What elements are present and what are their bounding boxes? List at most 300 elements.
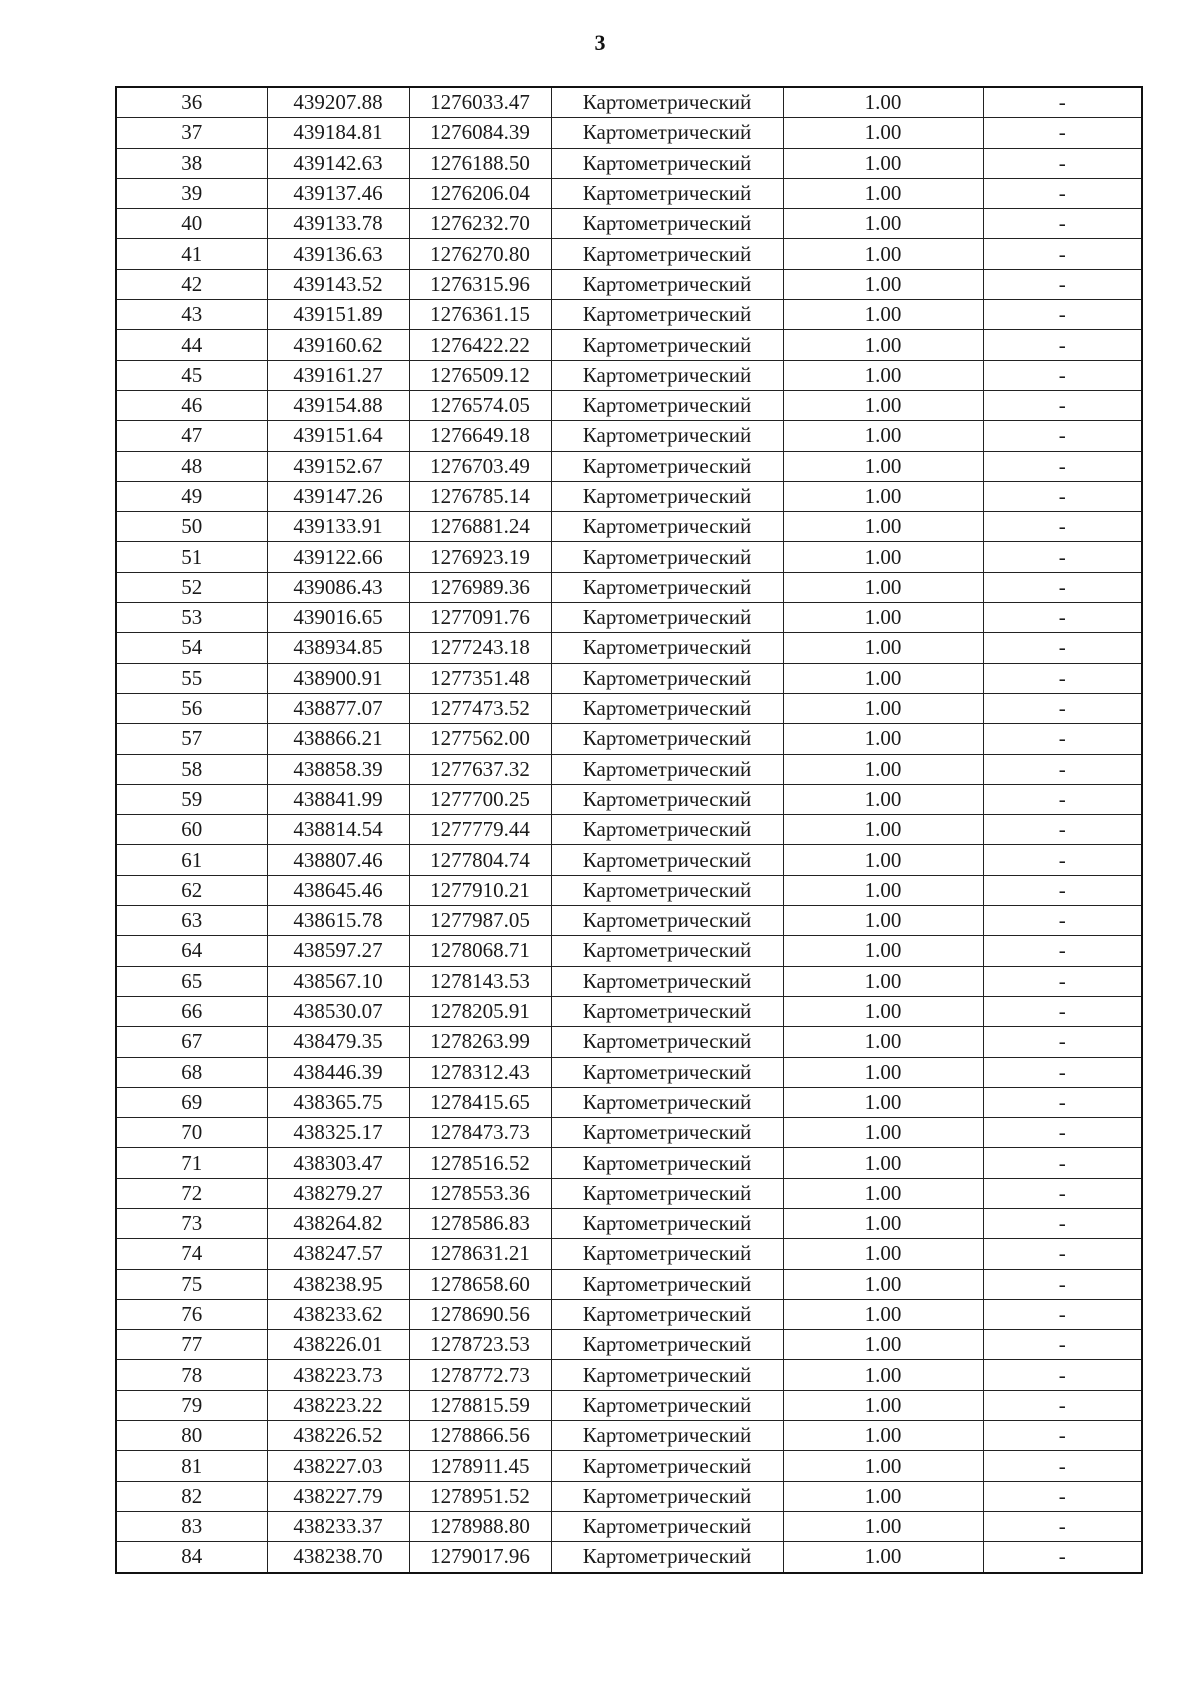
note-cell: - bbox=[983, 966, 1142, 996]
note-cell: - bbox=[983, 178, 1142, 208]
method-cell: Картометрический bbox=[551, 1451, 783, 1481]
method-cell: Картометрический bbox=[551, 1481, 783, 1511]
accuracy-cell: 1.00 bbox=[783, 1057, 983, 1087]
method-cell: Картометрический bbox=[551, 209, 783, 239]
table-row bbox=[116, 451, 1142, 481]
note-cell: - bbox=[983, 390, 1142, 420]
point-number-cell: 72 bbox=[116, 1178, 267, 1208]
table-row bbox=[116, 209, 1142, 239]
method-cell: Картометрический bbox=[551, 1330, 783, 1360]
x-coordinate-cell: 439133.78 bbox=[267, 209, 409, 239]
accuracy-cell: 1.00 bbox=[783, 512, 983, 542]
method-cell: Картометрический bbox=[551, 1057, 783, 1087]
method-cell: Картометрический bbox=[551, 966, 783, 996]
table-row bbox=[116, 966, 1142, 996]
accuracy-cell: 1.00 bbox=[783, 1360, 983, 1390]
table-row bbox=[116, 693, 1142, 723]
table-row bbox=[116, 1178, 1142, 1208]
x-coordinate-cell: 439122.66 bbox=[267, 542, 409, 572]
x-coordinate-cell: 439133.91 bbox=[267, 512, 409, 542]
note-cell: - bbox=[983, 572, 1142, 602]
method-cell: Картометрический bbox=[551, 1390, 783, 1420]
x-coordinate-cell: 439151.89 bbox=[267, 300, 409, 330]
table-row bbox=[116, 1330, 1142, 1360]
table-row bbox=[116, 1239, 1142, 1269]
accuracy-cell: 1.00 bbox=[783, 300, 983, 330]
x-coordinate-cell: 438807.46 bbox=[267, 845, 409, 875]
method-cell: Картометрический bbox=[551, 451, 783, 481]
x-coordinate-cell: 438645.46 bbox=[267, 875, 409, 905]
table-row bbox=[116, 1451, 1142, 1481]
table-row bbox=[116, 815, 1142, 845]
method-cell: Картометрический bbox=[551, 1542, 783, 1573]
note-cell: - bbox=[983, 724, 1142, 754]
table-row bbox=[116, 360, 1142, 390]
note-cell: - bbox=[983, 148, 1142, 178]
method-cell: Картометрический bbox=[551, 269, 783, 299]
note-cell: - bbox=[983, 421, 1142, 451]
y-coordinate-cell: 1278866.56 bbox=[409, 1421, 551, 1451]
method-cell: Картометрический bbox=[551, 1360, 783, 1390]
note-cell: - bbox=[983, 512, 1142, 542]
table-row bbox=[116, 542, 1142, 572]
method-cell: Картометрический bbox=[551, 633, 783, 663]
y-coordinate-cell: 1278911.45 bbox=[409, 1451, 551, 1481]
note-cell: - bbox=[983, 1239, 1142, 1269]
x-coordinate-cell: 438530.07 bbox=[267, 996, 409, 1026]
accuracy-cell: 1.00 bbox=[783, 118, 983, 148]
accuracy-cell: 1.00 bbox=[783, 451, 983, 481]
point-number-cell: 74 bbox=[116, 1239, 267, 1269]
y-coordinate-cell: 1276361.15 bbox=[409, 300, 551, 330]
accuracy-cell: 1.00 bbox=[783, 87, 983, 118]
method-cell: Картометрический bbox=[551, 663, 783, 693]
point-number-cell: 38 bbox=[116, 148, 267, 178]
accuracy-cell: 1.00 bbox=[783, 936, 983, 966]
table-row bbox=[116, 996, 1142, 1026]
accuracy-cell: 1.00 bbox=[783, 1148, 983, 1178]
accuracy-cell: 1.00 bbox=[783, 1087, 983, 1117]
note-cell: - bbox=[983, 1390, 1142, 1420]
y-coordinate-cell: 1276649.18 bbox=[409, 421, 551, 451]
point-number-cell: 82 bbox=[116, 1481, 267, 1511]
x-coordinate-cell: 438238.70 bbox=[267, 1542, 409, 1573]
x-coordinate-cell: 439161.27 bbox=[267, 360, 409, 390]
point-number-cell: 55 bbox=[116, 663, 267, 693]
x-coordinate-cell: 438238.95 bbox=[267, 1269, 409, 1299]
accuracy-cell: 1.00 bbox=[783, 390, 983, 420]
note-cell: - bbox=[983, 1421, 1142, 1451]
accuracy-cell: 1.00 bbox=[783, 1481, 983, 1511]
point-number-cell: 59 bbox=[116, 784, 267, 814]
note-cell: - bbox=[983, 481, 1142, 511]
accuracy-cell: 1.00 bbox=[783, 1027, 983, 1057]
accuracy-cell: 1.00 bbox=[783, 1542, 983, 1573]
y-coordinate-cell: 1276923.19 bbox=[409, 542, 551, 572]
note-cell: - bbox=[983, 1148, 1142, 1178]
y-coordinate-cell: 1277473.52 bbox=[409, 693, 551, 723]
note-cell: - bbox=[983, 87, 1142, 118]
table-row bbox=[116, 1421, 1142, 1451]
y-coordinate-cell: 1276084.39 bbox=[409, 118, 551, 148]
method-cell: Картометрический bbox=[551, 87, 783, 118]
table-row bbox=[116, 1118, 1142, 1148]
point-number-cell: 47 bbox=[116, 421, 267, 451]
method-cell: Картометрический bbox=[551, 1027, 783, 1057]
x-coordinate-cell: 438365.75 bbox=[267, 1087, 409, 1117]
point-number-cell: 40 bbox=[116, 209, 267, 239]
y-coordinate-cell: 1277910.21 bbox=[409, 875, 551, 905]
note-cell: - bbox=[983, 1027, 1142, 1057]
note-cell: - bbox=[983, 1360, 1142, 1390]
table-row bbox=[116, 390, 1142, 420]
method-cell: Картометрический bbox=[551, 815, 783, 845]
note-cell: - bbox=[983, 633, 1142, 663]
x-coordinate-cell: 438325.17 bbox=[267, 1118, 409, 1148]
note-cell: - bbox=[983, 1542, 1142, 1573]
y-coordinate-cell: 1276703.49 bbox=[409, 451, 551, 481]
point-number-cell: 45 bbox=[116, 360, 267, 390]
x-coordinate-cell: 439152.67 bbox=[267, 451, 409, 481]
note-cell: - bbox=[983, 784, 1142, 814]
point-number-cell: 58 bbox=[116, 754, 267, 784]
accuracy-cell: 1.00 bbox=[783, 542, 983, 572]
y-coordinate-cell: 1278951.52 bbox=[409, 1481, 551, 1511]
y-coordinate-cell: 1277243.18 bbox=[409, 633, 551, 663]
table-row bbox=[116, 300, 1142, 330]
note-cell: - bbox=[983, 451, 1142, 481]
x-coordinate-cell: 438900.91 bbox=[267, 663, 409, 693]
y-coordinate-cell: 1278205.91 bbox=[409, 996, 551, 1026]
y-coordinate-cell: 1278143.53 bbox=[409, 966, 551, 996]
accuracy-cell: 1.00 bbox=[783, 996, 983, 1026]
table-row bbox=[116, 845, 1142, 875]
accuracy-cell: 1.00 bbox=[783, 724, 983, 754]
table-row bbox=[116, 906, 1142, 936]
x-coordinate-cell: 438866.21 bbox=[267, 724, 409, 754]
accuracy-cell: 1.00 bbox=[783, 330, 983, 360]
table-row bbox=[116, 936, 1142, 966]
coordinates-table bbox=[115, 86, 1143, 1574]
accuracy-cell: 1.00 bbox=[783, 603, 983, 633]
x-coordinate-cell: 438858.39 bbox=[267, 754, 409, 784]
method-cell: Картометрический bbox=[551, 906, 783, 936]
accuracy-cell: 1.00 bbox=[783, 693, 983, 723]
note-cell: - bbox=[983, 300, 1142, 330]
accuracy-cell: 1.00 bbox=[783, 815, 983, 845]
point-number-cell: 57 bbox=[116, 724, 267, 754]
y-coordinate-cell: 1278658.60 bbox=[409, 1269, 551, 1299]
note-cell: - bbox=[983, 330, 1142, 360]
method-cell: Картометрический bbox=[551, 1178, 783, 1208]
point-number-cell: 63 bbox=[116, 906, 267, 936]
y-coordinate-cell: 1278586.83 bbox=[409, 1208, 551, 1238]
y-coordinate-cell: 1276206.04 bbox=[409, 178, 551, 208]
y-coordinate-cell: 1278473.73 bbox=[409, 1118, 551, 1148]
accuracy-cell: 1.00 bbox=[783, 1421, 983, 1451]
y-coordinate-cell: 1277987.05 bbox=[409, 906, 551, 936]
accuracy-cell: 1.00 bbox=[783, 906, 983, 936]
x-coordinate-cell: 439160.62 bbox=[267, 330, 409, 360]
y-coordinate-cell: 1276422.22 bbox=[409, 330, 551, 360]
point-number-cell: 43 bbox=[116, 300, 267, 330]
method-cell: Картометрический bbox=[551, 330, 783, 360]
note-cell: - bbox=[983, 209, 1142, 239]
method-cell: Картометрический bbox=[551, 1239, 783, 1269]
table-row bbox=[116, 421, 1142, 451]
method-cell: Картометрический bbox=[551, 1148, 783, 1178]
table-row bbox=[116, 1087, 1142, 1117]
x-coordinate-cell: 438226.01 bbox=[267, 1330, 409, 1360]
accuracy-cell: 1.00 bbox=[783, 1269, 983, 1299]
method-cell: Картометрический bbox=[551, 875, 783, 905]
y-coordinate-cell: 1278068.71 bbox=[409, 936, 551, 966]
note-cell: - bbox=[983, 1299, 1142, 1329]
accuracy-cell: 1.00 bbox=[783, 1451, 983, 1481]
x-coordinate-cell: 439136.63 bbox=[267, 239, 409, 269]
x-coordinate-cell: 438615.78 bbox=[267, 906, 409, 936]
y-coordinate-cell: 1278415.65 bbox=[409, 1087, 551, 1117]
y-coordinate-cell: 1276881.24 bbox=[409, 512, 551, 542]
point-number-cell: 77 bbox=[116, 1330, 267, 1360]
y-coordinate-cell: 1278263.99 bbox=[409, 1027, 551, 1057]
method-cell: Картометрический bbox=[551, 1087, 783, 1117]
note-cell: - bbox=[983, 906, 1142, 936]
method-cell: Картометрический bbox=[551, 1421, 783, 1451]
x-coordinate-cell: 438877.07 bbox=[267, 693, 409, 723]
point-number-cell: 42 bbox=[116, 269, 267, 299]
note-cell: - bbox=[983, 845, 1142, 875]
table-row bbox=[116, 1299, 1142, 1329]
point-number-cell: 84 bbox=[116, 1542, 267, 1573]
y-coordinate-cell: 1279017.96 bbox=[409, 1542, 551, 1573]
method-cell: Картометрический bbox=[551, 724, 783, 754]
x-coordinate-cell: 438223.22 bbox=[267, 1390, 409, 1420]
table-row bbox=[116, 784, 1142, 814]
table-row bbox=[116, 1481, 1142, 1511]
accuracy-cell: 1.00 bbox=[783, 1390, 983, 1420]
x-coordinate-cell: 438223.73 bbox=[267, 1360, 409, 1390]
accuracy-cell: 1.00 bbox=[783, 239, 983, 269]
x-coordinate-cell: 439147.26 bbox=[267, 481, 409, 511]
method-cell: Картометрический bbox=[551, 542, 783, 572]
point-number-cell: 80 bbox=[116, 1421, 267, 1451]
table-row bbox=[116, 1269, 1142, 1299]
note-cell: - bbox=[983, 1269, 1142, 1299]
table-row bbox=[116, 1360, 1142, 1390]
y-coordinate-cell: 1278312.43 bbox=[409, 1057, 551, 1087]
x-coordinate-cell: 438841.99 bbox=[267, 784, 409, 814]
point-number-cell: 65 bbox=[116, 966, 267, 996]
table-row bbox=[116, 118, 1142, 148]
method-cell: Картометрический bbox=[551, 512, 783, 542]
table-row bbox=[116, 1027, 1142, 1057]
point-number-cell: 56 bbox=[116, 693, 267, 723]
accuracy-cell: 1.00 bbox=[783, 360, 983, 390]
note-cell: - bbox=[983, 239, 1142, 269]
method-cell: Картометрический bbox=[551, 390, 783, 420]
point-number-cell: 71 bbox=[116, 1148, 267, 1178]
x-coordinate-cell: 439184.81 bbox=[267, 118, 409, 148]
y-coordinate-cell: 1278988.80 bbox=[409, 1511, 551, 1541]
table-row bbox=[116, 512, 1142, 542]
table-row bbox=[116, 603, 1142, 633]
point-number-cell: 69 bbox=[116, 1087, 267, 1117]
x-coordinate-cell: 438233.62 bbox=[267, 1299, 409, 1329]
y-coordinate-cell: 1278723.53 bbox=[409, 1330, 551, 1360]
method-cell: Картометрический bbox=[551, 603, 783, 633]
point-number-cell: 81 bbox=[116, 1451, 267, 1481]
method-cell: Картометрический bbox=[551, 996, 783, 1026]
y-coordinate-cell: 1278772.73 bbox=[409, 1360, 551, 1390]
method-cell: Картометрический bbox=[551, 784, 783, 814]
table-row bbox=[116, 572, 1142, 602]
x-coordinate-cell: 438227.79 bbox=[267, 1481, 409, 1511]
accuracy-cell: 1.00 bbox=[783, 663, 983, 693]
note-cell: - bbox=[983, 1118, 1142, 1148]
method-cell: Картометрический bbox=[551, 360, 783, 390]
method-cell: Картометрический bbox=[551, 178, 783, 208]
x-coordinate-cell: 439137.46 bbox=[267, 178, 409, 208]
point-number-cell: 75 bbox=[116, 1269, 267, 1299]
note-cell: - bbox=[983, 269, 1142, 299]
table-row bbox=[116, 724, 1142, 754]
point-number-cell: 48 bbox=[116, 451, 267, 481]
x-coordinate-cell: 439142.63 bbox=[267, 148, 409, 178]
y-coordinate-cell: 1278815.59 bbox=[409, 1390, 551, 1420]
y-coordinate-cell: 1276033.47 bbox=[409, 87, 551, 118]
method-cell: Картометрический bbox=[551, 693, 783, 723]
table-row bbox=[116, 239, 1142, 269]
table-row bbox=[116, 633, 1142, 663]
point-number-cell: 83 bbox=[116, 1511, 267, 1541]
note-cell: - bbox=[983, 663, 1142, 693]
x-coordinate-cell: 439151.64 bbox=[267, 421, 409, 451]
accuracy-cell: 1.00 bbox=[783, 1118, 983, 1148]
point-number-cell: 50 bbox=[116, 512, 267, 542]
x-coordinate-cell: 439086.43 bbox=[267, 572, 409, 602]
point-number-cell: 49 bbox=[116, 481, 267, 511]
method-cell: Картометрический bbox=[551, 572, 783, 602]
x-coordinate-cell: 438446.39 bbox=[267, 1057, 409, 1087]
y-coordinate-cell: 1277351.48 bbox=[409, 663, 551, 693]
y-coordinate-cell: 1278516.52 bbox=[409, 1148, 551, 1178]
note-cell: - bbox=[983, 603, 1142, 633]
table-row bbox=[116, 1148, 1142, 1178]
accuracy-cell: 1.00 bbox=[783, 875, 983, 905]
table-row bbox=[116, 875, 1142, 905]
point-number-cell: 68 bbox=[116, 1057, 267, 1087]
accuracy-cell: 1.00 bbox=[783, 421, 983, 451]
point-number-cell: 79 bbox=[116, 1390, 267, 1420]
y-coordinate-cell: 1276574.05 bbox=[409, 390, 551, 420]
x-coordinate-cell: 438303.47 bbox=[267, 1148, 409, 1178]
note-cell: - bbox=[983, 754, 1142, 784]
method-cell: Картометрический bbox=[551, 300, 783, 330]
accuracy-cell: 1.00 bbox=[783, 1178, 983, 1208]
table-row bbox=[116, 1208, 1142, 1238]
y-coordinate-cell: 1277637.32 bbox=[409, 754, 551, 784]
point-number-cell: 51 bbox=[116, 542, 267, 572]
accuracy-cell: 1.00 bbox=[783, 754, 983, 784]
point-number-cell: 37 bbox=[116, 118, 267, 148]
method-cell: Картометрический bbox=[551, 118, 783, 148]
y-coordinate-cell: 1277700.25 bbox=[409, 784, 551, 814]
x-coordinate-cell: 438264.82 bbox=[267, 1208, 409, 1238]
x-coordinate-cell: 438247.57 bbox=[267, 1239, 409, 1269]
note-cell: - bbox=[983, 815, 1142, 845]
y-coordinate-cell: 1276785.14 bbox=[409, 481, 551, 511]
note-cell: - bbox=[983, 936, 1142, 966]
table-row bbox=[116, 148, 1142, 178]
method-cell: Картометрический bbox=[551, 936, 783, 966]
point-number-cell: 60 bbox=[116, 815, 267, 845]
table-row bbox=[116, 481, 1142, 511]
method-cell: Картометрический bbox=[551, 1269, 783, 1299]
x-coordinate-cell: 439154.88 bbox=[267, 390, 409, 420]
note-cell: - bbox=[983, 1178, 1142, 1208]
point-number-cell: 67 bbox=[116, 1027, 267, 1057]
table-row bbox=[116, 178, 1142, 208]
x-coordinate-cell: 438479.35 bbox=[267, 1027, 409, 1057]
x-coordinate-cell: 438814.54 bbox=[267, 815, 409, 845]
method-cell: Картометрический bbox=[551, 1118, 783, 1148]
y-coordinate-cell: 1276270.80 bbox=[409, 239, 551, 269]
point-number-cell: 78 bbox=[116, 1360, 267, 1390]
point-number-cell: 66 bbox=[116, 996, 267, 1026]
note-cell: - bbox=[983, 1087, 1142, 1117]
method-cell: Картометрический bbox=[551, 1299, 783, 1329]
accuracy-cell: 1.00 bbox=[783, 269, 983, 299]
y-coordinate-cell: 1276232.70 bbox=[409, 209, 551, 239]
point-number-cell: 46 bbox=[116, 390, 267, 420]
accuracy-cell: 1.00 bbox=[783, 572, 983, 602]
note-cell: - bbox=[983, 1208, 1142, 1238]
y-coordinate-cell: 1276188.50 bbox=[409, 148, 551, 178]
note-cell: - bbox=[983, 1511, 1142, 1541]
point-number-cell: 61 bbox=[116, 845, 267, 875]
method-cell: Картометрический bbox=[551, 481, 783, 511]
accuracy-cell: 1.00 bbox=[783, 148, 983, 178]
y-coordinate-cell: 1276315.96 bbox=[409, 269, 551, 299]
point-number-cell: 70 bbox=[116, 1118, 267, 1148]
table-row bbox=[116, 1390, 1142, 1420]
note-cell: - bbox=[983, 1481, 1142, 1511]
note-cell: - bbox=[983, 118, 1142, 148]
y-coordinate-cell: 1277779.44 bbox=[409, 815, 551, 845]
method-cell: Картометрический bbox=[551, 845, 783, 875]
method-cell: Картометрический bbox=[551, 1511, 783, 1541]
method-cell: Картометрический bbox=[551, 421, 783, 451]
table-row bbox=[116, 663, 1142, 693]
point-number-cell: 41 bbox=[116, 239, 267, 269]
accuracy-cell: 1.00 bbox=[783, 1511, 983, 1541]
table-row bbox=[116, 754, 1142, 784]
point-number-cell: 52 bbox=[116, 572, 267, 602]
x-coordinate-cell: 438279.27 bbox=[267, 1178, 409, 1208]
table-row bbox=[116, 269, 1142, 299]
point-number-cell: 44 bbox=[116, 330, 267, 360]
point-number-cell: 53 bbox=[116, 603, 267, 633]
accuracy-cell: 1.00 bbox=[783, 966, 983, 996]
point-number-cell: 36 bbox=[116, 87, 267, 118]
y-coordinate-cell: 1278690.56 bbox=[409, 1299, 551, 1329]
x-coordinate-cell: 439143.52 bbox=[267, 269, 409, 299]
point-number-cell: 64 bbox=[116, 936, 267, 966]
method-cell: Картометрический bbox=[551, 148, 783, 178]
x-coordinate-cell: 438567.10 bbox=[267, 966, 409, 996]
note-cell: - bbox=[983, 875, 1142, 905]
